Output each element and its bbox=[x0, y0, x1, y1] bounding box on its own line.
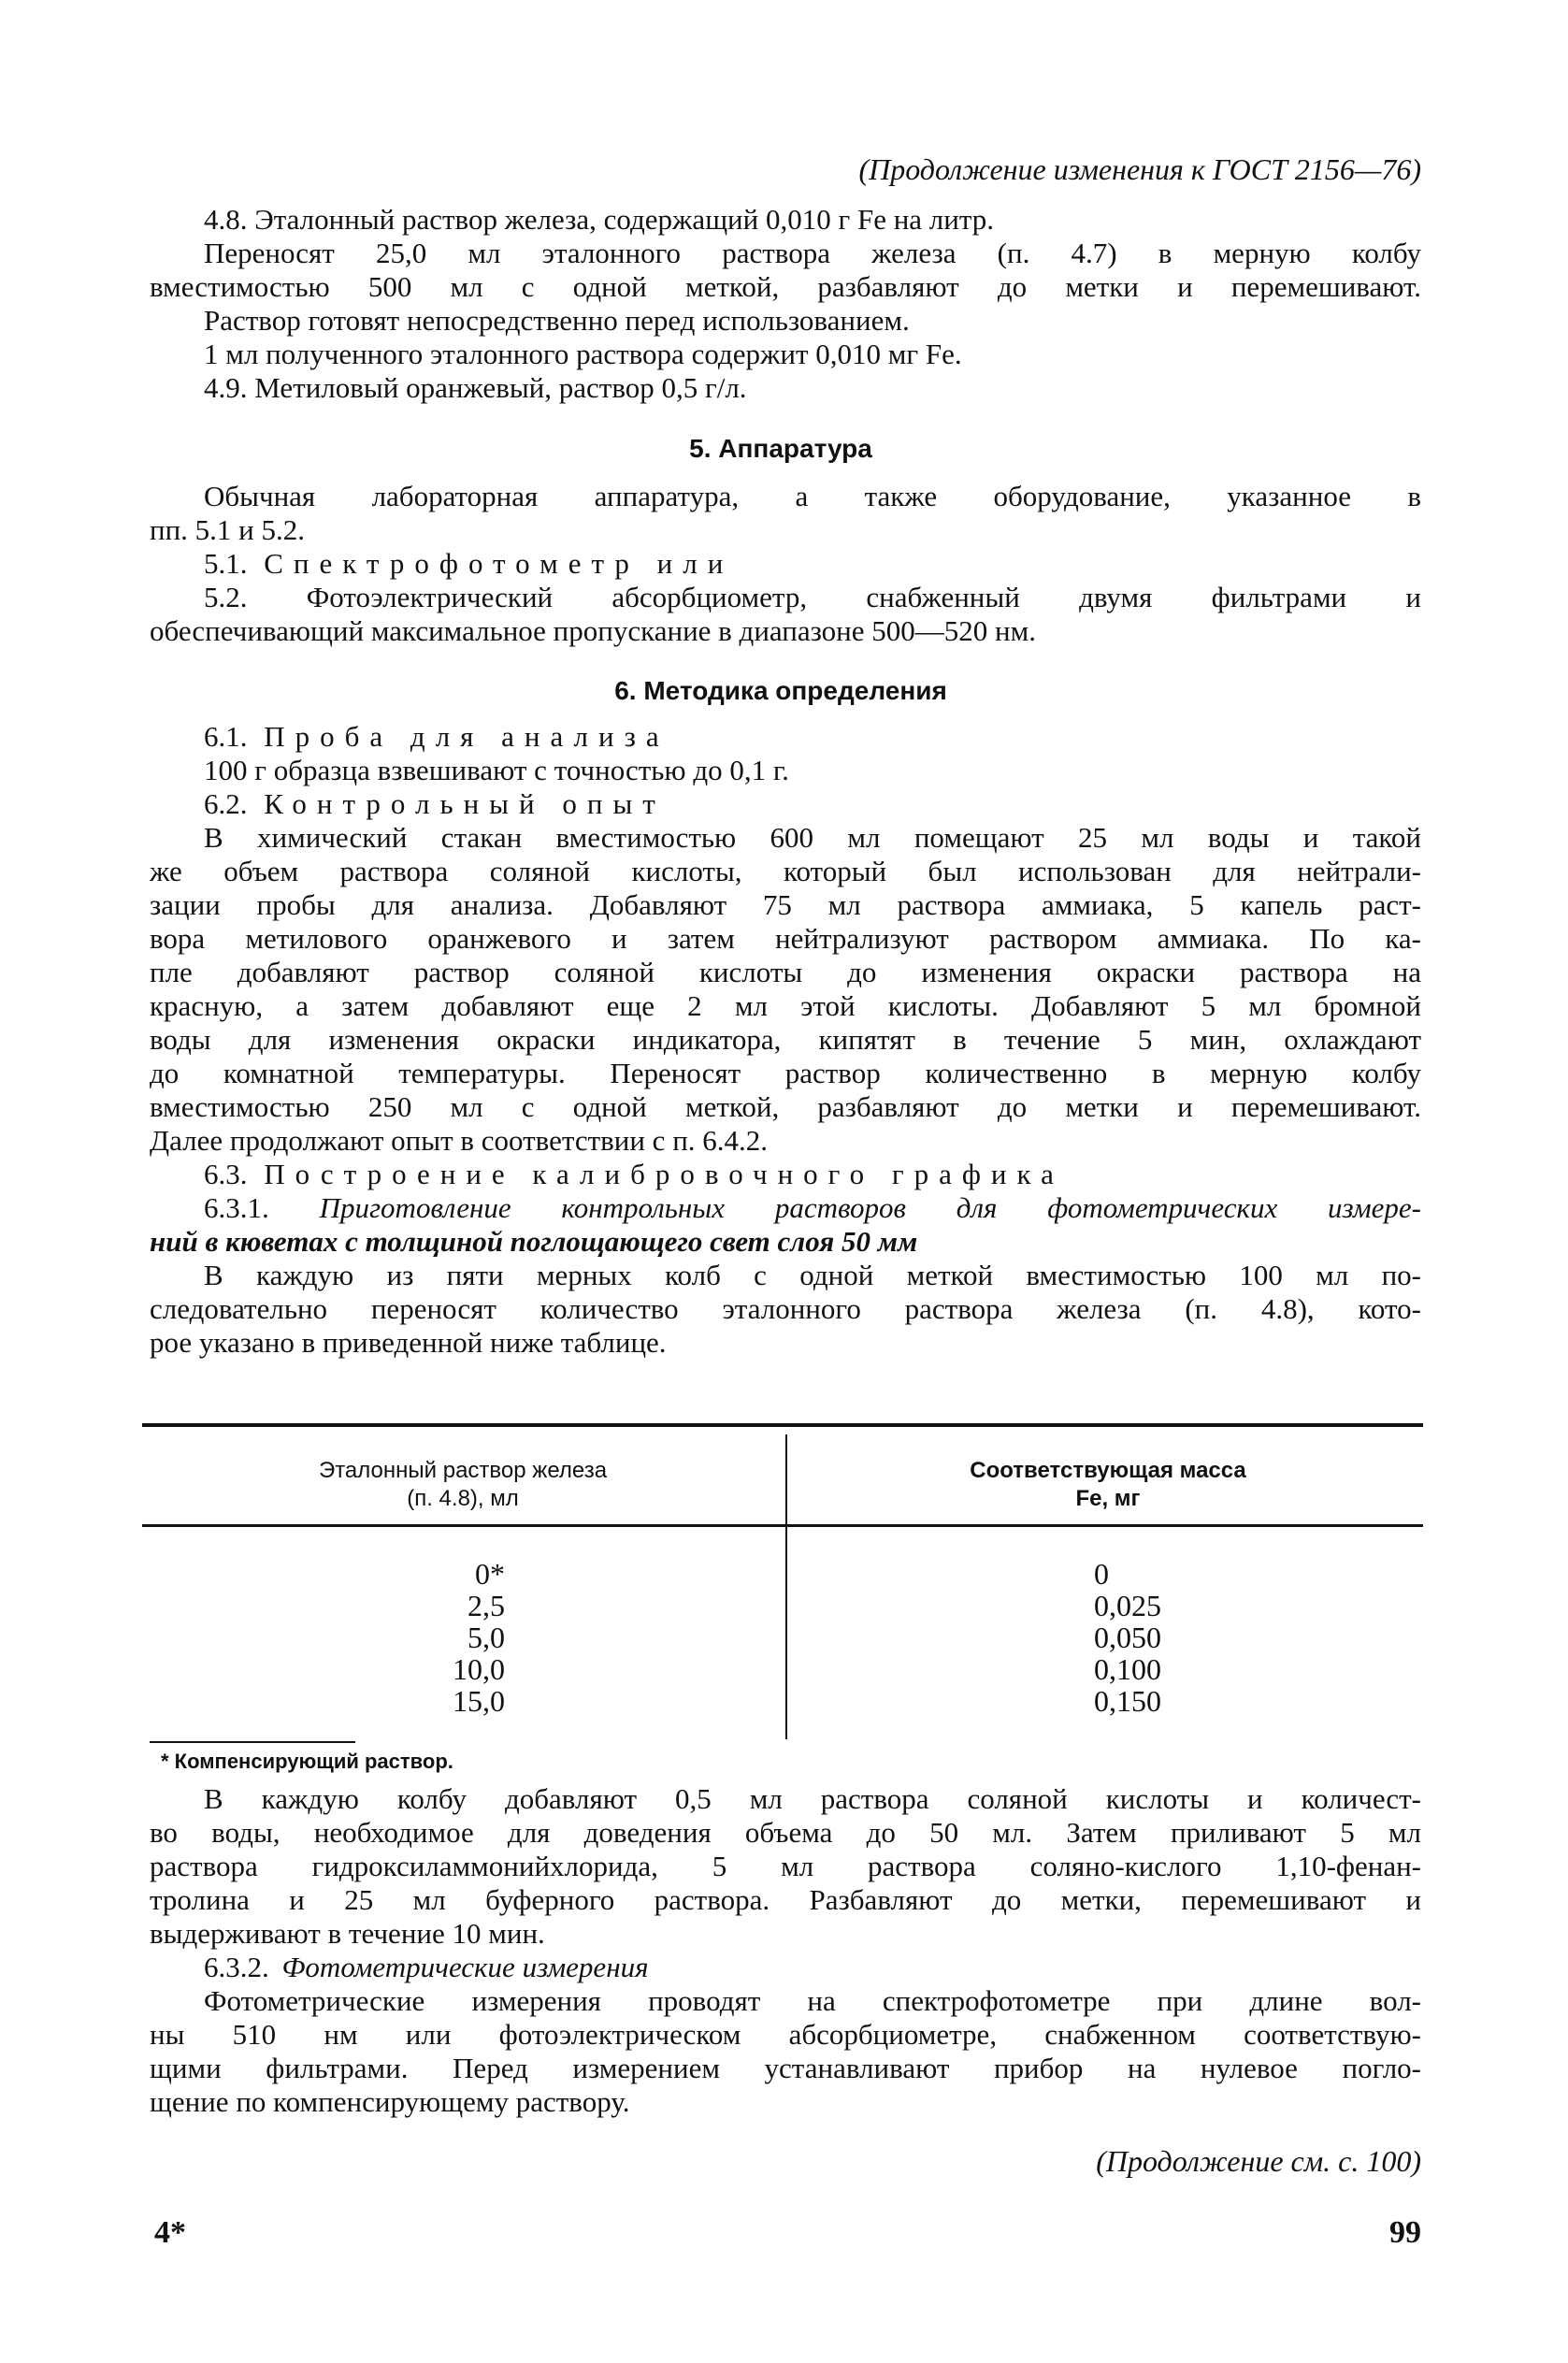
table-cell-mass: 0 bbox=[1094, 1557, 1109, 1591]
table-column-divider bbox=[785, 1434, 787, 1739]
clause-6-2-title: Контрольный опыт bbox=[264, 787, 666, 820]
clause-6-2-line: Далее продолжают опыт в соответствии с п. 6.4.2. bbox=[150, 1124, 769, 1157]
table-cell-volume: 0* bbox=[475, 1557, 505, 1591]
clause-5-2-line: 5.2. Фотоэлектрический абсорбциометр, снабженный двумя фильтрами и bbox=[204, 581, 1421, 613]
clause-6-2-line: красную, а затем добавляют еще 2 мл этой кислоты. Добавляют 5 мл бромной bbox=[150, 989, 1421, 1022]
sheet-mark: 4* bbox=[154, 2215, 186, 2250]
table-cell-volume: 10,0 bbox=[453, 1652, 505, 1686]
table-header-mass: Соответствующая масса Fe, мг bbox=[970, 1458, 1246, 1511]
paragraph-line: В каждую колбу добавляют 0,5 мл раствора соляной кислоты и количест- bbox=[204, 1782, 1421, 1815]
clause-5-1-title: Спектрофотометр или bbox=[264, 547, 734, 580]
section-5-intro: Обычная лабораторная аппаратура, а также оборудование, указанное в bbox=[204, 480, 1421, 512]
clause-6-3-2-line: Фотометрические измерения проводят на спектрофотометре при длине вол- bbox=[204, 1984, 1421, 2017]
clause-6-3-2-number: 6.3.2. bbox=[204, 1951, 269, 1983]
clause-6-3-2-title: Фотометрические измерения bbox=[281, 1951, 649, 1983]
clause-6-2-line: В химический стакан вместимостью 600 мл помещают 25 мл воды и такой bbox=[204, 821, 1421, 854]
paragraph-line: тролина и 25 мл буферного раствора. Разбавляют до метки, перемешивают и bbox=[150, 1883, 1421, 1916]
clause-6-3-2-line: щими фильтрами. Перед измерением устанавливают прибор на нулевое погло- bbox=[150, 2052, 1421, 2084]
footnote-rule bbox=[150, 1741, 355, 1743]
section-5-intro: пп. 5.1 и 5.2. bbox=[150, 513, 306, 546]
clause-6-3-1-line: следовательно переносят количество эталонного раствора железа (п. 4.8), кото- bbox=[150, 1292, 1421, 1325]
clause-6-3-1-line: В каждую из пяти мерных колб с одной меткой вместимостью 100 мл по- bbox=[204, 1259, 1421, 1291]
clause-6-2-line: пле добавляют раствор соляной кислоты до изменения окраски раствора на bbox=[150, 956, 1421, 988]
table-cell-volume: 2,5 bbox=[468, 1589, 505, 1622]
clause-6-1-number: 6.1. bbox=[204, 720, 248, 753]
clause-4-8-line: Переносят 25,0 мл эталонного раствора железа (п. 4.7) в мерную колбу bbox=[204, 237, 1421, 269]
paragraph-line: раствора гидроксиламмонийхлорида, 5 мл раствора соляно-кислого 1,10-фенан- bbox=[150, 1850, 1421, 1882]
clause-6-3-1-heading bbox=[204, 1191, 1421, 1225]
table-cell-volume: 15,0 bbox=[453, 1684, 505, 1718]
clause-6-3-1-line: рое указано в приведенной ниже таблице. bbox=[150, 1326, 667, 1359]
clause-5-2-line: обеспечивающий максимальное пропускание в диапазоне 500—520 нм. bbox=[150, 614, 1036, 647]
table-cell-volume: 5,0 bbox=[468, 1621, 505, 1654]
paragraph-line: во воды, необходимое для доведения объема до 50 мл. Затем приливают 5 мл bbox=[150, 1816, 1421, 1849]
clause-4-8-line: Раствор готовят непосредственно перед использованием. bbox=[204, 304, 910, 337]
continuation-header: (Продолжение изменения к ГОСТ 2156—76) bbox=[858, 152, 1421, 186]
table-cell-mass: 0,025 bbox=[1094, 1589, 1161, 1622]
clause-4-8-line: вместимостью 500 мл с одной меткой, разбавляют до метки и перемешивают. bbox=[150, 270, 1421, 303]
clause-6-1-title: Проба для анализа bbox=[264, 720, 669, 753]
clause-5-1 bbox=[204, 547, 733, 581]
table-header-rule bbox=[142, 1524, 1423, 1527]
table-cell-mass: 0,050 bbox=[1094, 1621, 1161, 1654]
clause-6-2-line: же объем раствора соляной кислоты, который был использован для нейтрали- bbox=[150, 855, 1421, 887]
clause-6-2 bbox=[204, 787, 666, 821]
table-footnote: * Компенсирующий раствор. bbox=[161, 1750, 453, 1773]
table-cell-mass: 0,100 bbox=[1094, 1652, 1161, 1686]
clause-6-2-line: воды для изменения окраски индикатора, кипятят в течение 5 мин, охлаждают bbox=[150, 1023, 1421, 1056]
clause-6-3-2 bbox=[204, 1951, 648, 1984]
clause-6-1 bbox=[204, 720, 669, 754]
table-header-volume: Эталонный раствор железа (п. 4.8), мл bbox=[318, 1458, 608, 1511]
continuation-footer: (Продолжение см. с. 100) bbox=[1096, 2144, 1421, 2178]
clause-4-8-title: 4.8. Эталонный раствор железа, содержащий 0,010 г Fe на литр. bbox=[204, 203, 995, 236]
clause-6-3-1-title-cont: ний в кюветах с толщиной поглощающего свет слоя 50 мм bbox=[150, 1225, 918, 1258]
clause-6-3-2-line: ны 510 нм или фотоэлектрическом абсорбциометре, снабженном соответствую- bbox=[150, 2018, 1421, 2051]
clause-6-2-line: вора метилового оранжевого и затем нейтрализуют раствором аммиака. По ка- bbox=[150, 922, 1421, 955]
clause-6-3-number: 6.3. bbox=[204, 1158, 248, 1190]
clause-5-1-number: 5.1. bbox=[204, 547, 248, 580]
table-cell-mass: 0,150 bbox=[1094, 1684, 1161, 1718]
clause-4-8-line: 1 мл полученного эталонного раствора содержит 0,010 мг Fe. bbox=[204, 338, 962, 370]
clause-6-3-1-number: 6.3.1. bbox=[204, 1191, 269, 1224]
clause-4-9-title: 4.9. Метиловый оранжевый, раствор 0,5 г/л. bbox=[204, 371, 747, 404]
clause-6-2-line: вместимостью 250 мл с одной меткой, разбавляют до метки и перемешивают. bbox=[150, 1090, 1421, 1123]
section-6-heading: 6. Методика определения bbox=[614, 676, 947, 705]
clause-6-2-line: до комнатной температуры. Переносят раствор количественно в мерную колбу bbox=[150, 1057, 1421, 1089]
clause-6-3-title: Построение калибровочного графика bbox=[264, 1158, 1064, 1190]
clause-6-3 bbox=[204, 1158, 1064, 1191]
clause-6-2-line: зации пробы для анализа. Добавляют 75 мл раствора аммиака, 5 капель раст- bbox=[150, 888, 1421, 921]
clause-6-1-text: 100 г образца взвешивают с точностью до 0,1 г. bbox=[204, 754, 789, 786]
table-top-rule bbox=[142, 1423, 1423, 1427]
clause-6-2-number: 6.2. bbox=[204, 787, 248, 820]
section-5-heading: 5. Аппаратура bbox=[689, 434, 872, 463]
clause-6-3-2-line: щение по компенсирующему раствору. bbox=[150, 2085, 630, 2118]
clause-6-3-1-title: Приготовление контрольных растворов для фотометрических измере- bbox=[319, 1191, 1421, 1224]
paragraph-line: выдерживают в течение 10 мин. bbox=[150, 1917, 545, 1950]
page-number: 99 bbox=[1389, 2215, 1421, 2250]
